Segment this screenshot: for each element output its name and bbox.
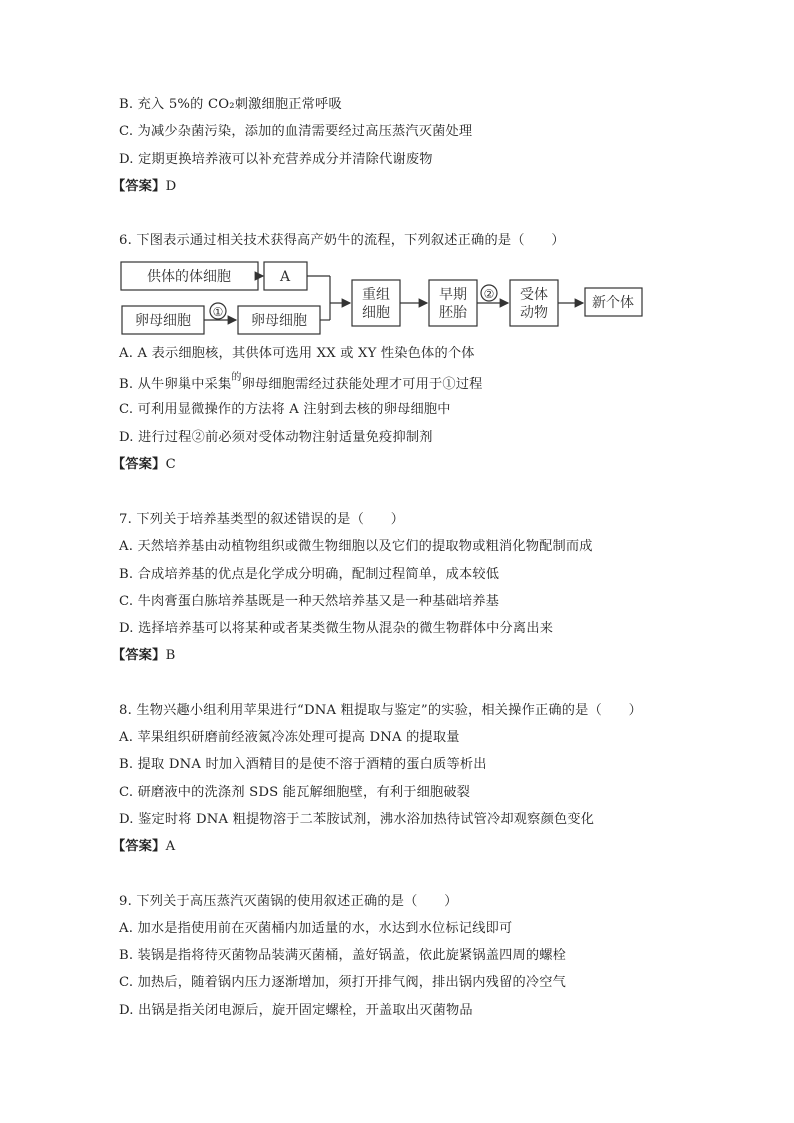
answer-label: 【答案】 — [112, 457, 166, 472]
step1-label: ① — [212, 305, 224, 319]
q8-option-b: B. 提取 DNA 时加入酒精目的是使不溶于酒精的蛋白质等析出 — [119, 757, 487, 772]
q9-option-b: B. 装锅是指将待灭菌物品装满灭菌桶，盖好锅盖，依此旋紧锅盖四周的螺栓 — [119, 948, 567, 963]
donor-cell-label: 供体的体细胞 — [147, 269, 231, 285]
q8-answer — [112, 838, 175, 856]
q9-option-c: C. 加热后，随着锅内压力逐渐增加，须打开排气阀，排出锅内残留的冷空气 — [119, 975, 567, 990]
q7-stem: 7. 下列关于培养基类型的叙述错误的是（ ） — [119, 512, 405, 527]
q5-option-c: C. 为减少杂菌污染，添加的血清需要经过高压蒸汽灭菌处理 — [119, 124, 473, 139]
q6-option-b-post: 卵母细胞需经过获能处理才可用于①过程 — [241, 377, 483, 392]
q8-option-a: A. 苹果组织研磨前经液氮冷冻处理可提高 DNA 的提取量 — [119, 730, 460, 745]
q6-option-b-sup: 的 — [231, 372, 242, 383]
q8-option-c: C. 研磨液中的洗涤剂 SDS 能瓦解细胞壁，有利于细胞破裂 — [119, 785, 471, 800]
q6-option-a: A. A 表示细胞核，其供体可选用 XX 或 XY 性染色体的个体 — [119, 346, 475, 361]
q5-option-d: D. 定期更换培养液可以补充营养成分并清除代谢废物 — [119, 152, 433, 167]
cloning-flow-diagram — [118, 258, 648, 338]
answer-value: C — [165, 457, 176, 472]
q9-stem: 9. 下列关于高压蒸汽灭菌锅的使用叙述正确的是（ ） — [119, 894, 458, 909]
q6-option-d: D. 进行过程②前必须对受体动物注射适量免疫抑制剂 — [119, 430, 433, 445]
answer-label: 【答案】 — [112, 648, 166, 663]
q7-option-b: B. 合成培养基的优点是化学成分明确，配制过程简单，成本较低 — [119, 567, 500, 582]
q6-answer — [112, 456, 176, 474]
step2-label: ② — [483, 287, 495, 301]
recipient-line2: 动物 — [520, 305, 548, 321]
q5-option-b: B. 充入 5%的 CO₂刺激细胞正常呼吸 — [119, 97, 342, 112]
answer-label: 【答案】 — [112, 839, 166, 854]
recipient-line1: 受体 — [520, 287, 548, 303]
oocyte-left-label: 卵母细胞 — [135, 313, 191, 329]
answer-value: D — [165, 179, 177, 194]
answer-value: B — [165, 648, 176, 663]
q6-stem: 6. 下图表示通过相关技术获得高产奶牛的流程，下列叙述正确的是（ ） — [119, 233, 565, 248]
early-embryo-line2: 胚胎 — [439, 305, 467, 321]
a-label: A — [279, 269, 291, 285]
q6-option-b-pre: B. 从牛卵巢中采集 — [119, 377, 232, 392]
q8-stem: 8. 生物兴趣小组利用苹果进行“DNA 粗提取与鉴定”的实验，相关操作正确的是（ ） — [119, 703, 643, 718]
q9-option-a: A. 加水是指使用前在灭菌桶内加适量的水，水达到水位标记线即可 — [119, 921, 513, 936]
q9-option-d: D. 出锅是指关闭电源后，旋开固定螺栓，开盖取出灭菌物品 — [119, 1003, 473, 1018]
early-embryo-line1: 早期 — [439, 287, 467, 303]
recombinant-line2: 细胞 — [362, 305, 390, 321]
recombinant-line1: 重组 — [362, 287, 390, 303]
q7-answer — [112, 647, 175, 665]
oocyte-right-label: 卵母细胞 — [251, 313, 307, 329]
q5-answer — [112, 178, 176, 196]
q8-option-d: D. 鉴定时将 DNA 粗提物溶于二苯胺试剂，沸水浴加热待试管冷却观察颜色变化 — [119, 812, 595, 827]
answer-label: 【答案】 — [112, 179, 166, 194]
new-individual-label: 新个体 — [592, 295, 634, 311]
answer-value: A — [165, 839, 176, 854]
q6-option-b — [119, 372, 483, 395]
q7-option-c: C. 牛肉膏蛋白胨培养基既是一种天然培养基又是一种基础培养基 — [119, 594, 500, 609]
q6-option-c: C. 可利用显微操作的方法将 A 注射到去核的卵母细胞中 — [119, 402, 451, 417]
q7-option-d: D. 选择培养基可以将某种或者某类微生物从混杂的微生物群体中分离出来 — [119, 621, 554, 636]
q7-option-a: A. 天然培养基由动植物组织或微生物细胞以及它们的提取物或粗消化物配制而成 — [119, 539, 593, 554]
